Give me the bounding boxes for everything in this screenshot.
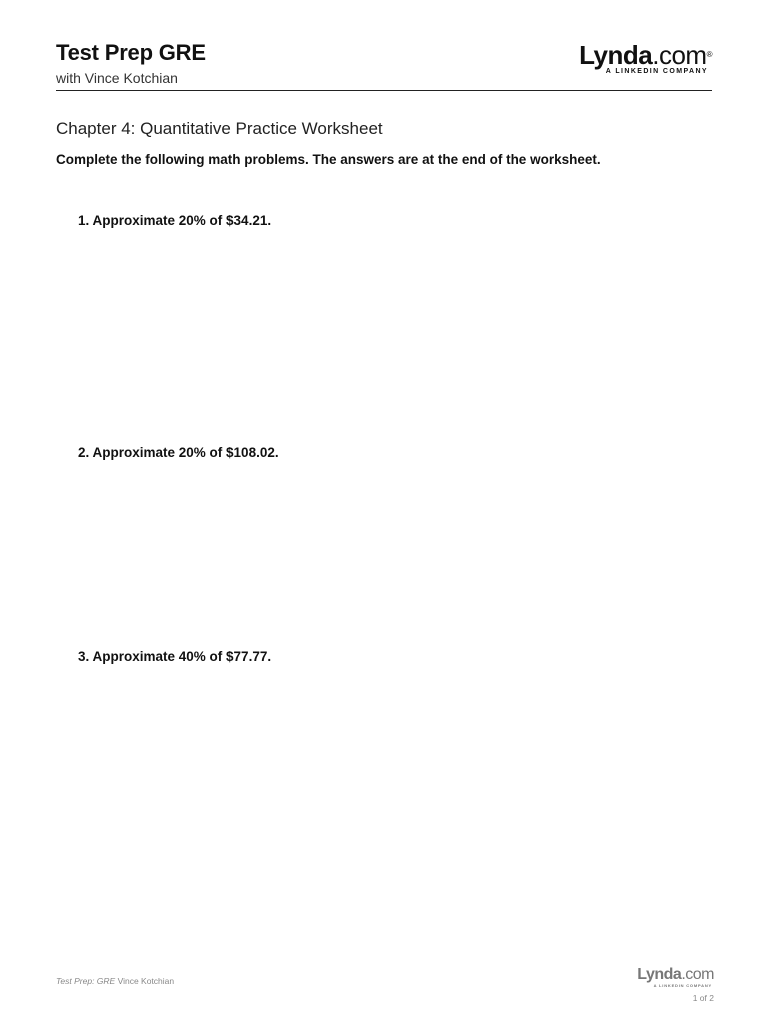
problem-item: 1. Approximate 20% of $34.21. <box>78 213 272 228</box>
problem-item: 3. Approximate 40% of $77.77. <box>78 649 272 664</box>
footer-credit <box>56 976 174 986</box>
chapter-title: Chapter 4: Quantitative Practice Worksheet <box>56 119 383 138</box>
logo-wordmark <box>579 42 712 68</box>
footer-logo-wordmark <box>637 967 714 983</box>
course-author: with Vince Kotchian <box>56 70 178 86</box>
footer-logo-brand: Lynda <box>637 966 682 983</box>
instructions: Complete the following math problems. The answers are at the end of the worksheet. <box>56 152 601 167</box>
footer-logo-tld: .com <box>681 966 714 983</box>
course-title: Test Prep GRE <box>56 40 206 65</box>
footer-course: Test Prep: GRE <box>56 976 116 986</box>
logo-tld: .com <box>652 40 707 70</box>
footer-logo <box>637 967 714 988</box>
logo-tagline: A LINKEDIN COMPANY <box>605 68 708 75</box>
footer-logo-tagline: A LINKEDIN COMPANY <box>653 983 712 988</box>
lynda-logo <box>579 42 712 75</box>
page-number: 1 of 2 <box>692 993 714 1003</box>
page-header <box>56 40 712 91</box>
registered-mark: ® <box>706 50 712 59</box>
problem-item: 2. Approximate 20% of $108.02. <box>78 445 279 460</box>
footer-author: Vince Kotchian <box>115 976 175 986</box>
logo-brand: Lynda <box>579 40 653 70</box>
